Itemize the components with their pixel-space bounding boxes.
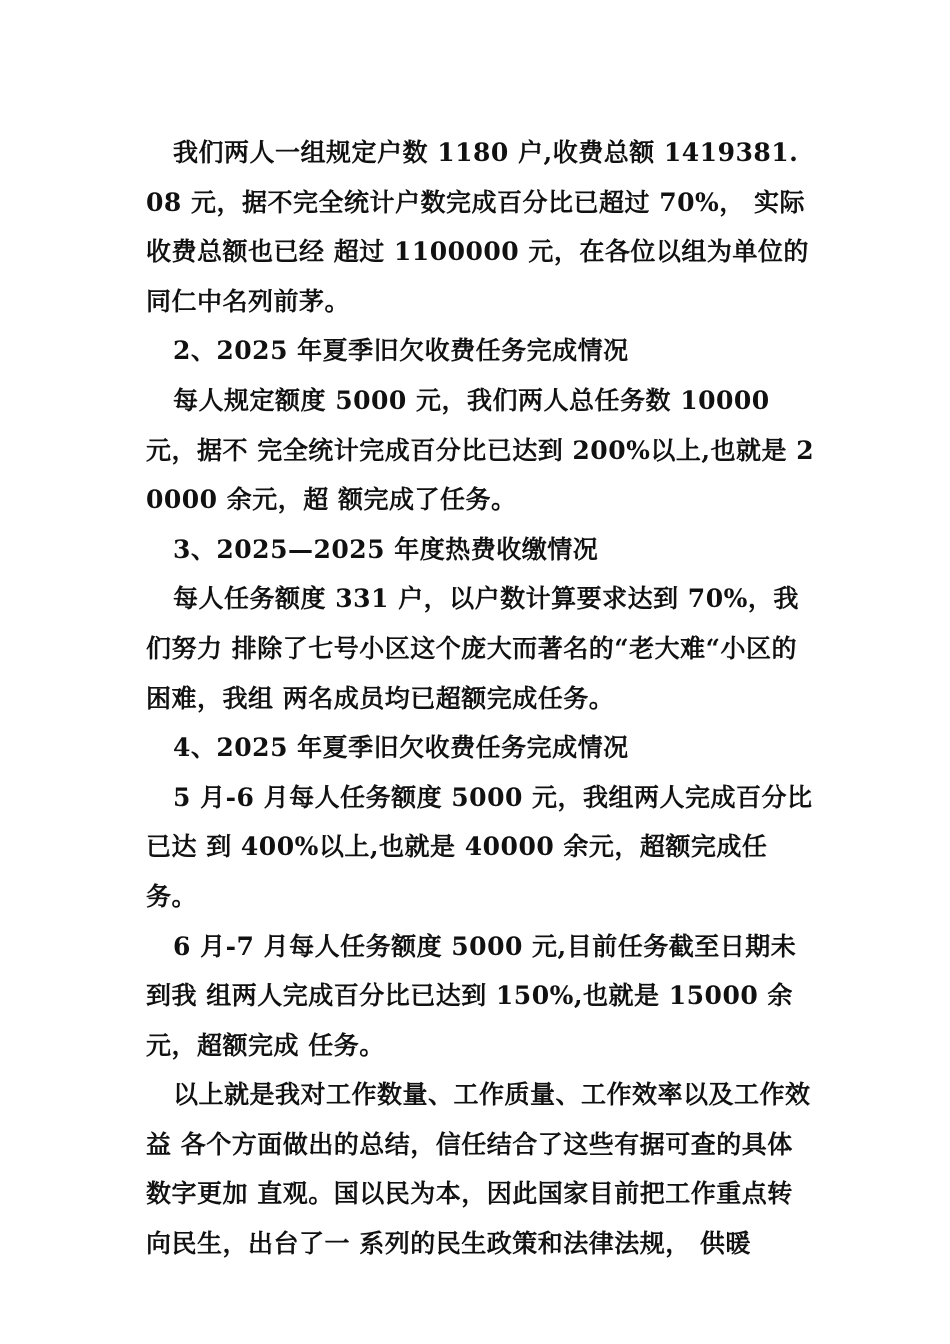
paragraph-may-june: 5 月-6 月每人任务额度 5000 元，我组两人完成百分比已达 到 400%以上,也就是 40000 余元，超额完成任务。 xyxy=(146,782,813,911)
heading-summer-arrears-2: 4、2025 年夏季旧欠收费任务完成情况 xyxy=(173,733,629,763)
paragraph-heating-fee: 每人任务额度 331 户，以户数计算要求达到 70%，我们努力 排除了七号小区这个庞大而著名的“老大难“小区的困难，我组 两名成员均已超额完成任务。 xyxy=(146,584,799,713)
heading-summer-arrears: 2、2025 年夏季旧欠收费任务完成情况 xyxy=(173,336,629,366)
paragraph-household-count: 我们两人一组规定户数 1180 户,收费总额 1419381.08 元，据不完全统计户数完成百分比已超过 70%， 实际收费总额也已经 超过 1100000 元，在各位以组为单位的同仁中名列前茅。 xyxy=(146,138,809,316)
paragraph-summary: 以上就是我对工作数量、工作质量、工作效率以及工作效益 各个方面做出的总结，信任结合了这些有据可查的具体数字更加 直观。国以民为本，因此国家目前把工作重点转向民生，出台了一 系列的民生政策和法律法规， 供暖 xyxy=(146,1080,811,1259)
heading-heating-fee: 3、2025—2025 年度热费收缴情况 xyxy=(173,534,599,564)
paragraph-june-july: 6 月-7 月每人任务额度 5000 元,目前任务截至日期未到我 组两人完成百分比已达到 150%,也就是 15000 余元，超额完成 任务。 xyxy=(146,931,797,1060)
paragraph-summer-arrears: 每人规定额度 5000 元，我们两人总任务数 10000 元，据不 完全统计完成百分比已达到 200%以上,也就是 20000 余元，超 额完成了任务。 xyxy=(146,385,815,515)
document-body xyxy=(146,128,816,1269)
